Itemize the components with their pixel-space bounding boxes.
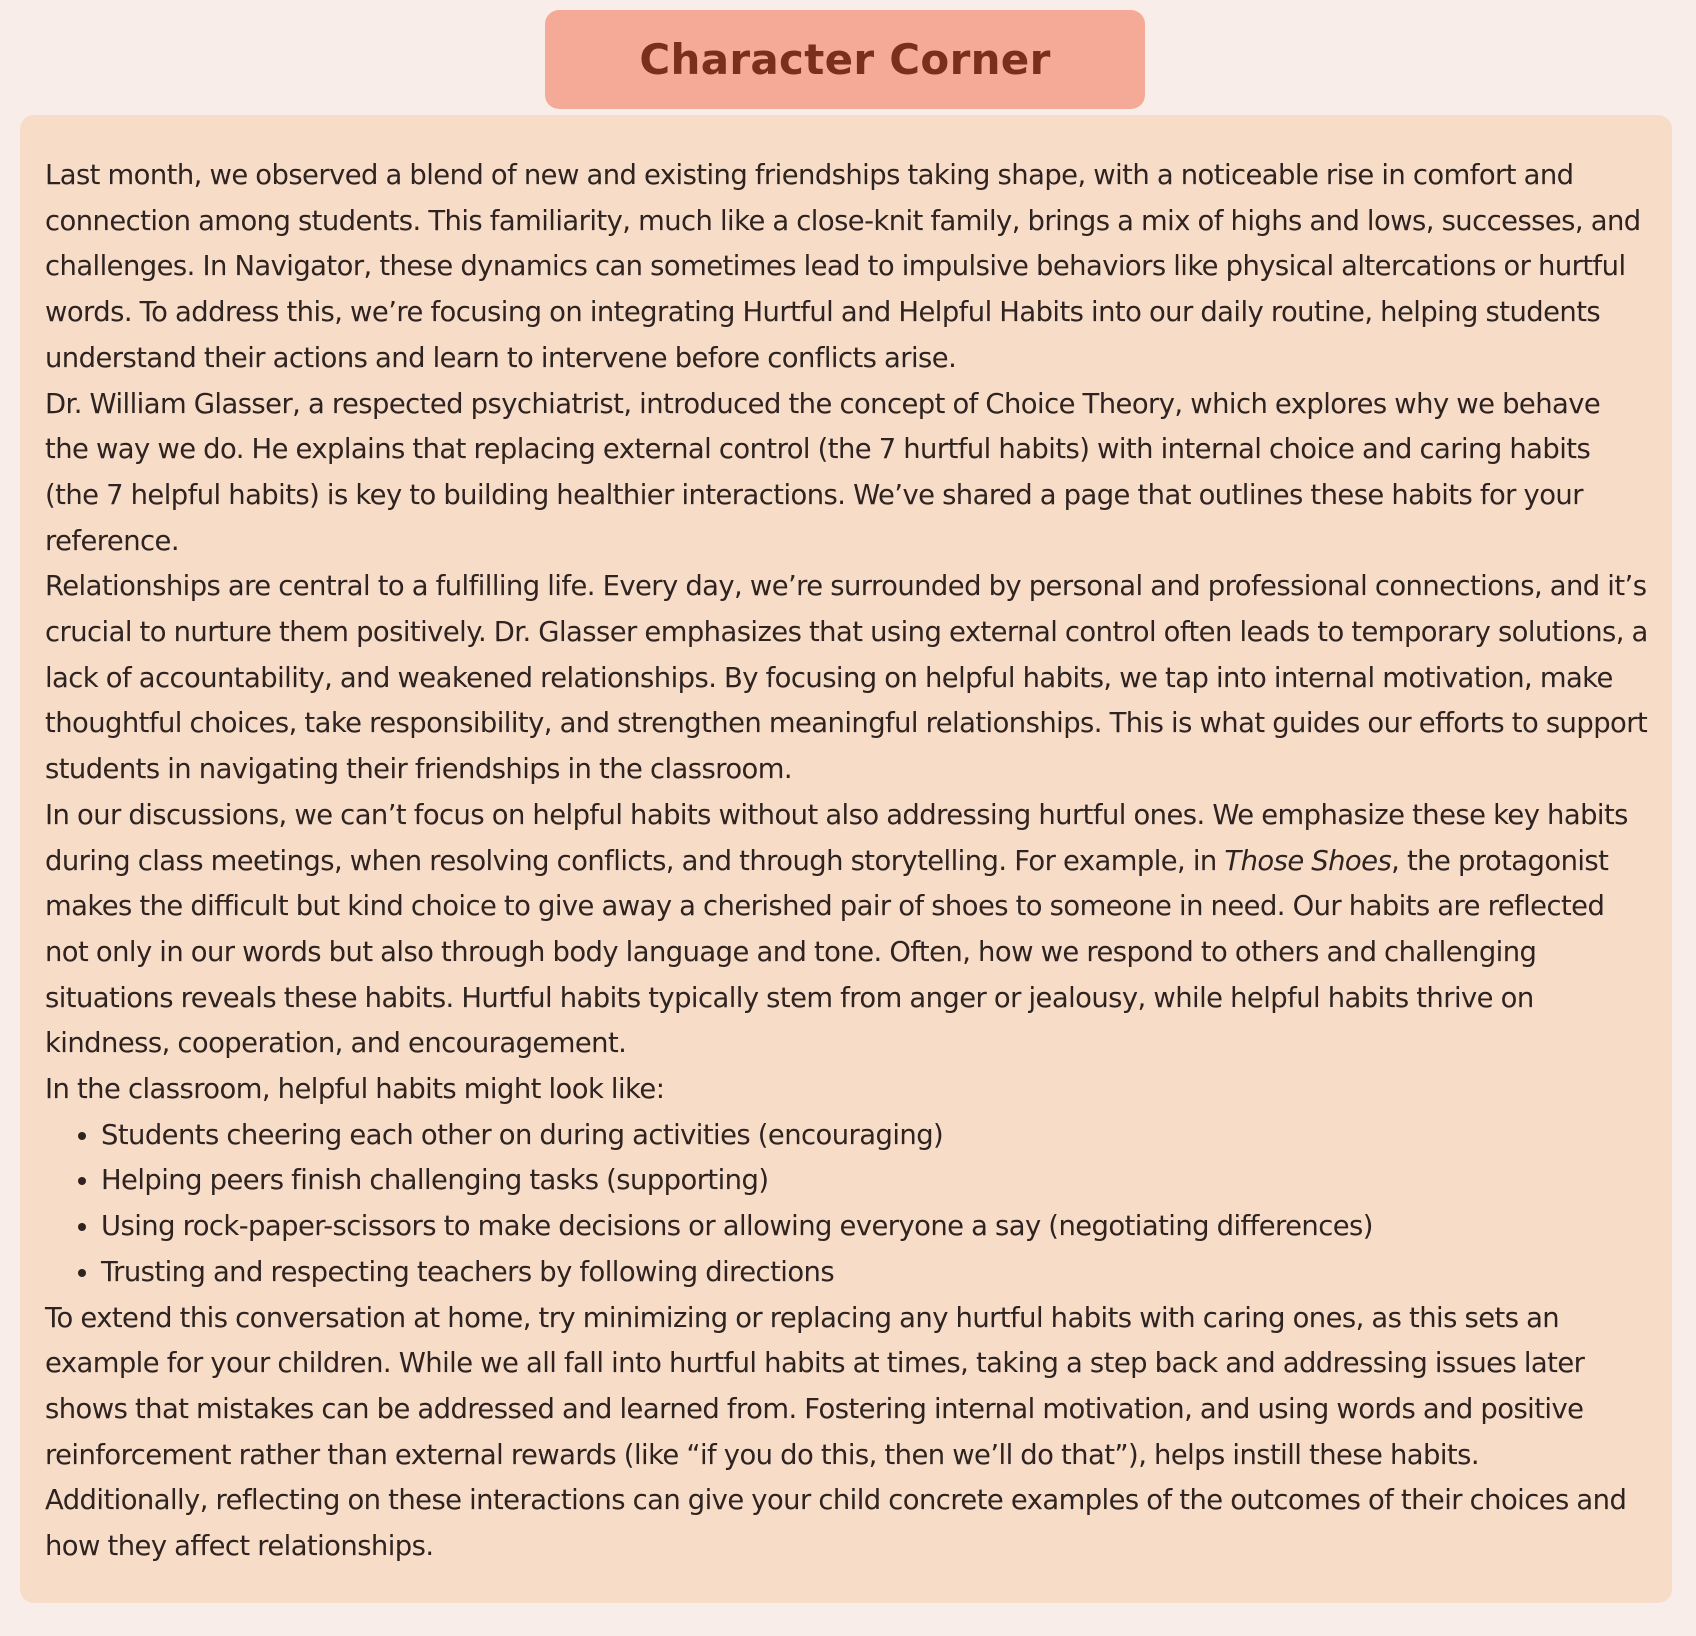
list-item: • Helping peers finish challenging tasks (supporting) [101,1158,1648,1204]
paragraph-friendships: Last month, we observed a blend of new and existing friendships taking shape, with a noticeable rise in comfort and connection among students. This familiarity, much like a close-knit family, brings a mix of highs and lows, successes, and challenges. In Navigator, these dynamics can sometimes lead to impulsive behaviors like physical altercations or hurtful words. To address this, we’re focusing on integrating Hurtful and Helpful Habits into our daily routine, helping students understand their actions and learn to intervene before conflicts arise. [45,160,1641,374]
list-item: • Students cheering each other on during activities (encouraging) [101,1113,1648,1159]
title-banner [545,10,1145,109]
list-item: • Using rock-paper-scissors to make decisions or allowing everyone a say (negotiating differences) [101,1204,1648,1250]
book-title: Those Shoes [1224,845,1392,877]
paragraph-discussions-text-end: , the protagonist makes the difficult but kind choice to give away a cherished pair of shoes to someone in need. Our habits are reflected not only in our words but also through body language and tone. Often, how we respond to others and challenging situations reveals these habits. Hurtful habits typically stem from anger or jealousy, while helpful habits thrive on kindness, cooperation, and encouragement. [45,845,1609,1060]
helpful-habits-list [45,1113,1648,1296]
list-item: • Trusting and respecting teachers by following directions [101,1250,1648,1296]
paragraph-discussions-text-start: In our discussions, we can’t focus on helpful habits without also addressing hurtful ones. We emphasize these key habits during class meetings, when resolving conflicts, and through storytelling. For example, in [45,799,1628,877]
paragraph-home: To extend this conversation at home, try minimizing or replacing any hurtful habits with caring ones, as this sets an example for your children. While we all fall into hurtful habits at times, taking a step back and addressing issues later shows that mistakes can be addressed and learned from. Fostering internal motivation, and using words and positive reinforcement rather than external rewards (like “if you do this, then we’ll do that”), helps instill these habits. Additionally, reflecting on these interactions can give your child concrete examples of the outcomes of their choices and how they affect relationships. [45,1302,1627,1563]
paragraph-relationships: Relationships are central to a fulfilling life. Every day, we’re surrounded by personal and professional connections, and it’s crucial to nurture them positively. Dr. Glasser emphasizes that using external control often leads to temporary solutions, a lack of accountability, and weakened relationships. By focusing on helpful habits, we tap into internal motivation, make thoughtful choices, take responsibility, and strengthen meaningful relationships. This is what guides our efforts to support students in navigating their friendships in the classroom. [45,571,1648,786]
page-title: Character Corner [639,35,1051,84]
paragraph-discussions [45,793,1648,1067]
article-card [20,115,1672,1603]
list-intro: In the classroom, helpful habits might look like: [45,1074,665,1106]
paragraph-choice-theory: Dr. William Glasser, a respected psychiatrist, introduced the concept of Choice Theory, which explores why we behave the way we do. He explains that replacing external control (the 7 hurtful habits) with internal choice and caring habits (the 7 helpful habits) is key to building healthier interactions. We’ve shared a page that outlines these habits for your reference. [45,388,1601,557]
